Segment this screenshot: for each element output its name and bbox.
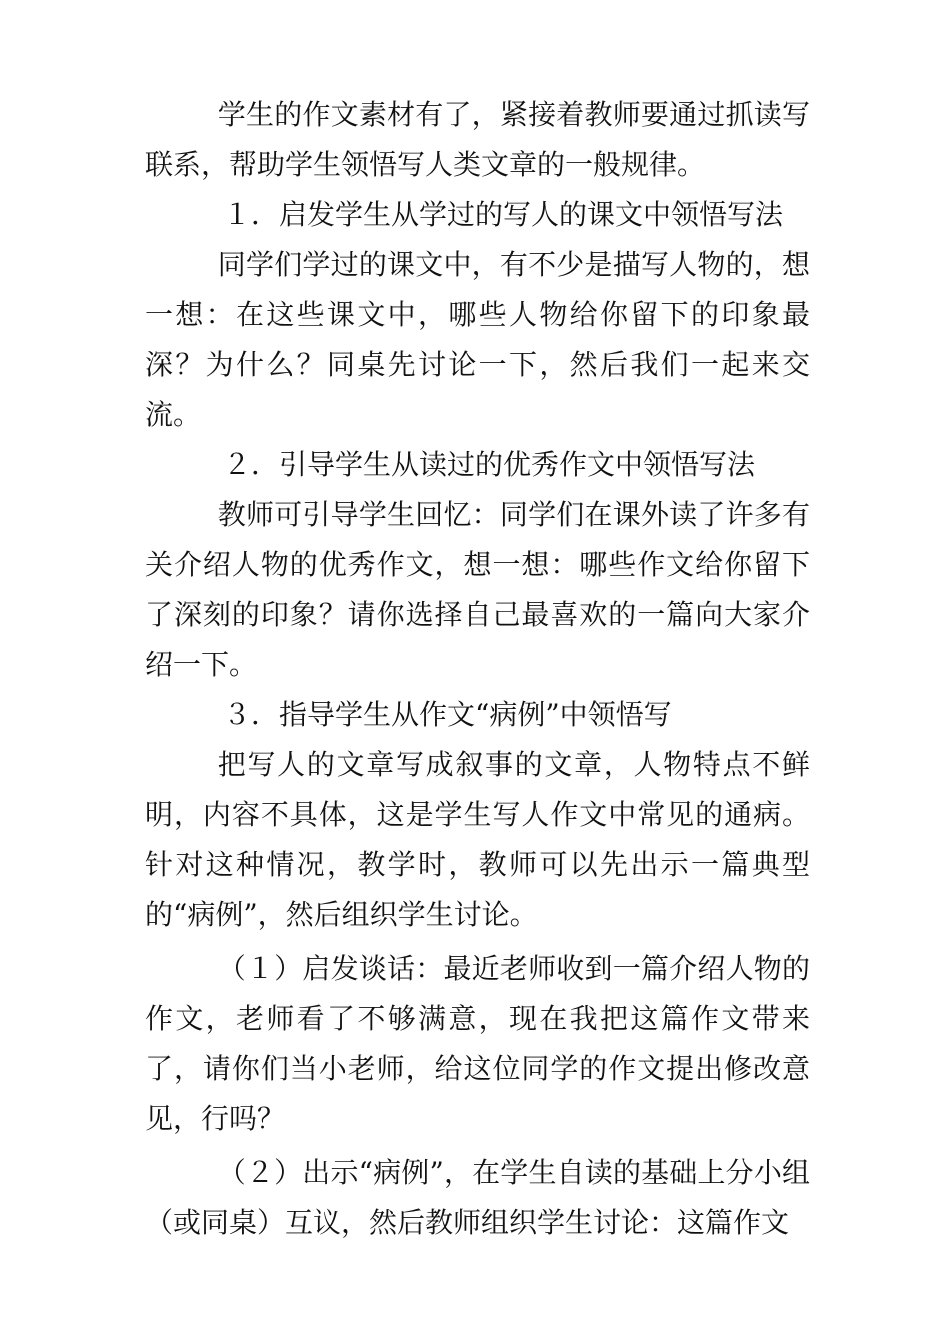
section-heading-3: ３．指导学生从作文“病例”中领悟写 xyxy=(223,698,672,731)
document-body xyxy=(145,90,810,1248)
paragraph-section-2: 教师可引导学生回忆：同学们在课外读了许多有关介绍人物的优秀作文，想一想：哪些作文给你留下了深刻的印象？请你选择自己最喜欢的一篇向大家介绍一下。 xyxy=(145,498,810,681)
section-heading-1: １．启发学生从学过的写人的课文中领悟写法 xyxy=(223,198,784,231)
paragraph-step-1: （１）启发谈话：最近老师收到一篇介绍人物的作文，老师看了不够满意，现在我把这篇作文带来了，请你们当小老师，给这位同学的作文提出修改意见，行吗？ xyxy=(145,952,810,1135)
section-heading-2: ２．引导学生从读过的优秀作文中领悟写法 xyxy=(223,448,756,481)
paragraph-intro: 学生的作文素材有了，紧接着教师要通过抓读写联系，帮助学生领悟写人类文章的一般规律。 xyxy=(145,98,810,181)
paragraph-section-3: 把写人的文章写成叙事的文章，人物特点不鲜明，内容不具体，这是学生写人作文中常见的通病。针对这种情况，教学时，教师可以先出示一篇典型的“病例”，然后组织学生讨论。 xyxy=(145,748,810,931)
paragraph-step-2: （２）出示“病例”，在学生自读的基础上分小组（或同桌）互议，然后教师组织学生讨论：这篇作文 xyxy=(145,1156,810,1239)
paragraph-section-1: 同学们学过的课文中，有不少是描写人物的，想一想：在这些课文中，哪些人物给你留下的印象最深？为什么？同桌先讨论一下，然后我们一起来交流。 xyxy=(145,248,810,431)
